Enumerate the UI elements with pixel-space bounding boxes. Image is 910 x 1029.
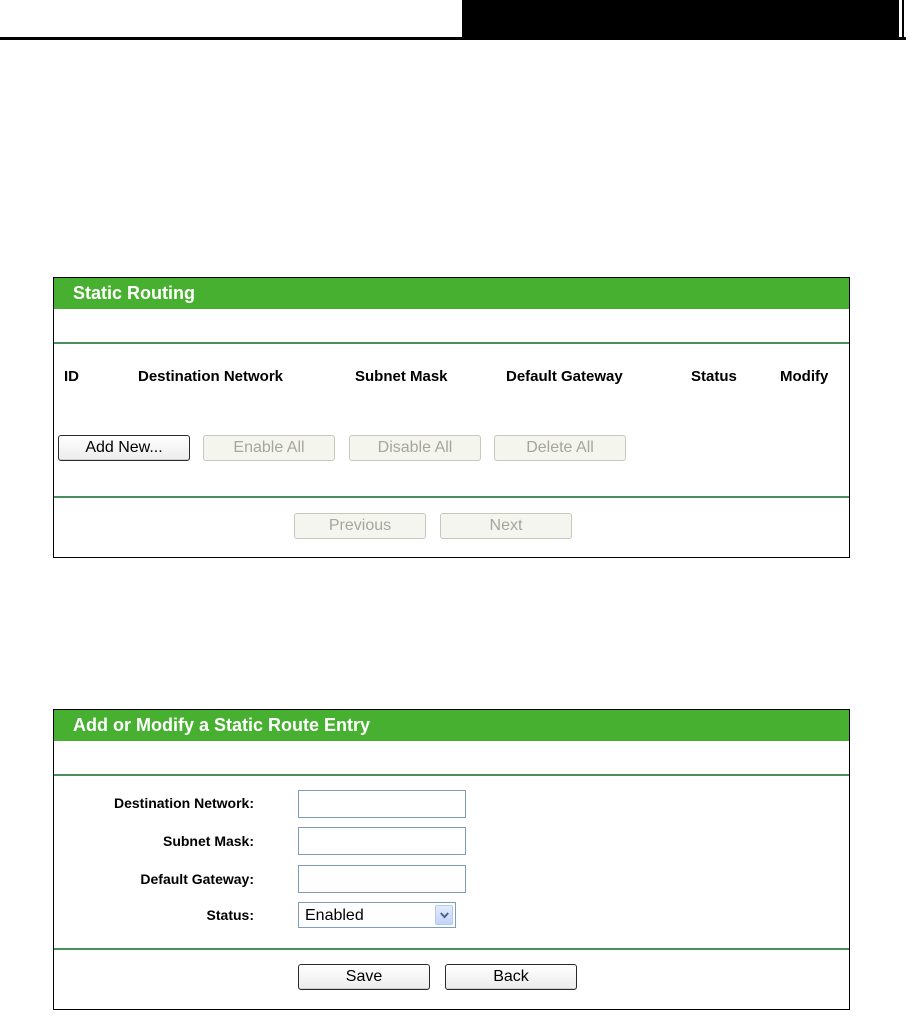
divider <box>54 774 849 776</box>
divider <box>54 496 849 498</box>
status-select[interactable] <box>298 902 456 928</box>
panel-title: Static Routing <box>54 278 849 309</box>
status-select-value: Enabled <box>305 907 364 924</box>
add-new-button[interactable]: Add New... <box>58 435 190 461</box>
default-gateway-label: Default Gateway: <box>140 871 254 887</box>
back-button[interactable]: Back <box>445 964 577 990</box>
column-header-subnet-mask: Subnet Mask <box>355 368 448 385</box>
subnet-mask-label: Subnet Mask: <box>162 833 254 849</box>
default-gateway-input[interactable] <box>298 865 466 893</box>
status-label: Status: <box>206 907 254 923</box>
column-header-default-gateway: Default Gateway <box>506 368 623 385</box>
chevron-down-icon <box>440 912 449 919</box>
header-rule <box>0 37 906 40</box>
header-tick <box>902 0 904 38</box>
header-black-block <box>462 0 899 38</box>
disable-all-button[interactable]: Disable All <box>349 435 481 461</box>
delete-all-button[interactable]: Delete All <box>494 435 626 461</box>
column-header-modify: Modify <box>780 368 829 385</box>
enable-all-button[interactable]: Enable All <box>203 435 335 461</box>
column-header-id: ID <box>64 368 79 385</box>
next-button[interactable]: Next <box>440 513 572 539</box>
divider <box>54 948 849 950</box>
dropdown-arrow-icon[interactable] <box>435 905 453 925</box>
destination-network-input[interactable] <box>298 790 466 818</box>
divider <box>54 342 849 344</box>
static-routing-panel <box>53 277 850 558</box>
add-modify-static-route-panel <box>53 709 850 1010</box>
column-header-status: Status <box>691 368 737 385</box>
previous-button[interactable]: Previous <box>294 513 426 539</box>
save-button[interactable]: Save <box>298 964 430 990</box>
subnet-mask-input[interactable] <box>298 827 466 855</box>
column-header-destination-network: Destination Network <box>138 368 284 385</box>
panel-title: Add or Modify a Static Route Entry <box>54 710 849 741</box>
destination-network-label: Destination Network: <box>113 795 254 811</box>
